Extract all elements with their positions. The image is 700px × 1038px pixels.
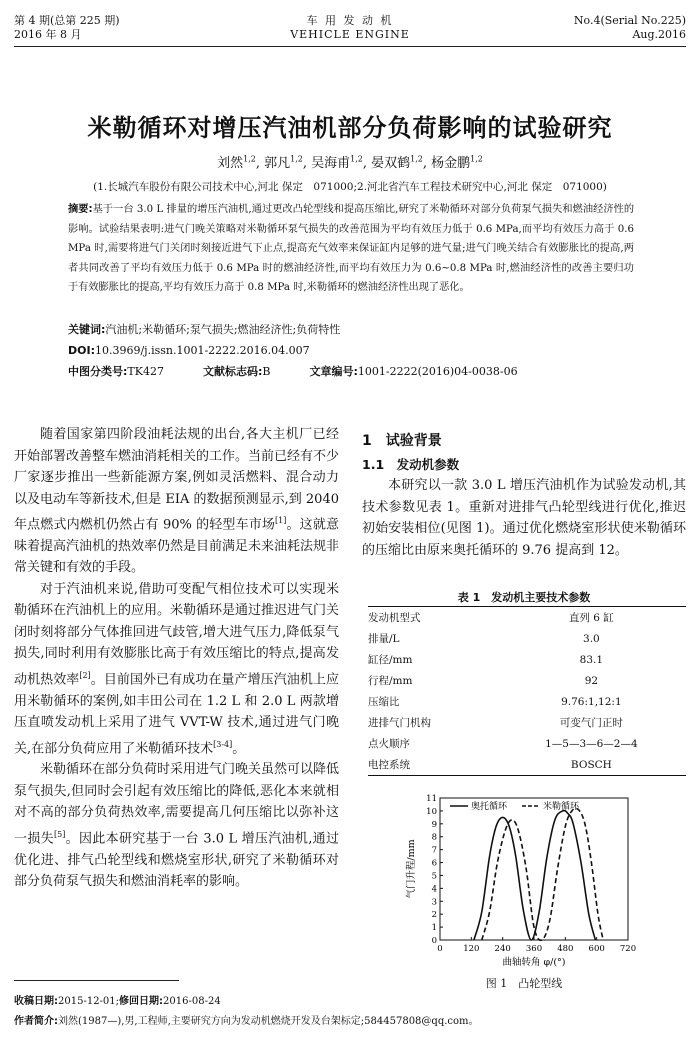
param-name: 缸径/mm [368, 654, 413, 666]
y-tick-label: 7 [431, 845, 437, 856]
journal-name-cn: 车 用 发 动 机 [306, 14, 394, 27]
intro-paragraph-1: 随着国家第四阶段油耗法规的出台,各大主机厂已经开始部署改善整车燃油消耗相关的工作。当前已经有不少厂家逐步推出一些新能源方案,例如灵活燃料、混合动力以及电动车等新技术,但是 EIA 的数据预测显示,到 2040 年点燃式内燃机仍然占有 90% 的轻型车市场[1]。这就意味着提高汽油机的热效率仍然是目前满足未来油耗法规非常关键和有效的手段。 [14, 427, 340, 576]
y-tick-label: 2 [431, 910, 437, 921]
header-rule [14, 46, 686, 47]
table-row [368, 754, 686, 775]
table-row [368, 628, 686, 649]
plot-frame [440, 798, 628, 940]
table-row [368, 691, 686, 712]
y-tick-label: 1 [431, 923, 437, 934]
param-value: 1—5—3—6—2—4 [545, 737, 638, 750]
y-tick-label: 0 [431, 936, 437, 946]
abstract-text: 基于一台 3.0 L 排量的增压汽油机,通过更改凸轮型线和提高压缩比,研究了米勒循环对部分负荷泵气损失和燃油经济性的影响。试验结果表明:进气门晚关策略对米勒循环泵气损失的改善范围为平均有效压力低于 0.6 MPa,而平均有效压力高于 0.6 MPa 时,需要将进气门关闭时刻接近进气下止点,提高充气效率来保证缸内足够的进气量;进气门晚关结合有效膨胀比的提高,两者共同改善了平均有效压力低于 0.6 MPa 时的燃油经济性,而平均有效压力为 0.6~0.8 MPa 时,燃油经济性的改善主要归功于有效膨胀比的提高,平均有效压力高于 0.8 MPa 时,米勒循环的燃油经济性出现了恶化。 [68, 204, 635, 293]
param-value: 3.0 [583, 632, 600, 645]
abstract [68, 200, 634, 298]
subsection-heading: 1.1 发动机参数 [362, 457, 460, 472]
param-value: 83.1 [579, 653, 604, 666]
abstract-label: 摘要: [68, 204, 93, 215]
series-line-miller [482, 808, 603, 940]
y-tick-label: 6 [431, 858, 437, 869]
table-row [368, 733, 686, 754]
x-axis-label: 曲轴转角 φ/(°) [502, 957, 566, 968]
legend-label: 奥托循环 [471, 802, 508, 812]
param-name: 电控系统 [368, 759, 410, 771]
paper-title: 米勒循环对增压汽油机部分负荷影响的试验研究 [87, 114, 613, 142]
param-name: 排量/L [368, 633, 400, 645]
issue-date: 2016 年 8 月 [14, 28, 82, 41]
x-tick-label: 480 [557, 944, 574, 954]
figure-caption: 图 1 凸轮型线 [485, 977, 563, 990]
y-tick-label: 5 [431, 871, 437, 882]
x-tick-label: 720 [619, 944, 637, 954]
serial-number: No.4(Serial No.225) [573, 14, 686, 27]
x-tick-label: 600 [588, 944, 605, 954]
author-list: 刘然$^{1,2}$, 郭凡$^{1,2}$, 吴海甫$^{1,2}$, 晏双鹤$^{1,2}$, 杨金鹏$^{1,2}$ [217, 154, 483, 171]
table-row [368, 607, 686, 628]
param-name: 压缩比 [368, 696, 400, 708]
x-tick-label: 0 [437, 944, 443, 954]
header-serial [574, 14, 686, 42]
param-value: 可变气门正时 [559, 717, 623, 729]
journal-name-en: VEHICLE ENGINE [290, 28, 410, 41]
table-row [368, 649, 686, 670]
param-value: 92 [584, 674, 599, 687]
param-value: 9.76:1,12:1 [561, 695, 622, 708]
intro-paragraph-3: 米勒循环在部分负荷时采用进气门晚关虽然可以降低泵气损失,但同时会引起有效压缩比的降低,恶化本来就相对不高的部分负荷热效率,需要提高几何压缩比以弥补这一损失[5]。因此本研究基于一台 3.0 L 增压汽油机,通过优化进、排气凸轮型线和燃烧室形状,研究了米勒循环对部分负荷泵气损失和燃油消耗率的影响。 [14, 762, 340, 890]
right-column-paragraph: 本研究以一款 3.0 L 增压汽油机作为试验发动机,其技术参数见表 1。重新对进排气凸轮型线进行优化,推迟初始安装相位(见图 1)。通过优化燃烧室形状使米勒循环的压缩比由原来奥托循环的 9.76 提高到 12。 [362, 478, 686, 558]
series-line-otto [474, 811, 596, 940]
left-column [14, 424, 339, 893]
y-tick-label: 4 [431, 884, 437, 895]
section-heading: 1 试验背景 [362, 433, 442, 449]
legend-label: 米勒循环 [543, 802, 580, 812]
y-tick-label: 3 [431, 897, 437, 908]
param-value: 直列 6 缸 [568, 612, 614, 624]
footnote-rule [14, 980, 179, 981]
x-tick-label: 240 [494, 944, 511, 954]
table-row [368, 712, 686, 733]
spec-table [368, 607, 686, 775]
param-name: 行程/mm [368, 675, 413, 687]
classification: 中图分类号:TK427 文献标志码:B 文章编号:1001-2222(2016)04-0038-06 [68, 365, 518, 378]
param-name: 发动机型式 [368, 612, 421, 624]
doi: DOI:10.3969/j.issn.1001-2222.2016.04.007 [68, 344, 310, 357]
table-row [368, 670, 686, 691]
param-value: BOSCH [570, 758, 612, 771]
y-axis-label: 气门升程/mm [406, 839, 417, 899]
keywords: 关键词:汽油机;米勒循环;泵气损失;燃油经济性;负荷特性 [68, 323, 341, 336]
affiliation: (1.长城汽车股份有限公司技术中心,河北 保定 071000;2.河北省汽车工程技术研究中心,河北 保定 071000) [93, 181, 607, 193]
x-tick-label: 120 [463, 944, 480, 954]
intro-paragraph-2: 对于汽油机来说,借助可变配气相位技术可以实现米勒循环在汽油机上的应用。米勒循环是通过推迟进气门关闭时刻将部分气体推回进气歧管,增大进气压力,降低泵气损失,同时利用有效膨胀比高于有效压缩比的特点,提高发动机热效率[2]。目前国外已有成功在量产增压汽油机上应用米勒循环的案例,如丰田公司在 1.2 L 和 2.0 L 两款增压直喷发动机上采用了进气 VVT-W 技术,通过进气门晚关,在部分负荷应用了米勒循环技术[3-4]。 [14, 581, 340, 756]
param-name: 进排气门机构 [368, 717, 431, 729]
x-tick-label: 360 [525, 944, 543, 954]
issue-number: 第 4 期(总第 225 期) [14, 14, 120, 27]
received-dates: 收稿日期:2015-12-01;修回日期:2016-08-24 [14, 996, 221, 1007]
author-bio: 作者简介:刘然(1987—),男,工程师,主要研究方向为发动机燃烧开发及台架标定;584457808@qq.com。 [14, 1016, 479, 1027]
spec-table-wrapper [368, 606, 686, 776]
y-tick-label: 9 [431, 819, 437, 830]
param-name: 点火顺序 [368, 738, 410, 750]
y-tick-label: 8 [431, 832, 437, 843]
cam-profile-chart [400, 790, 640, 975]
y-tick-label: 10 [426, 806, 437, 817]
y-tick-label: 11 [426, 794, 437, 804]
table-caption: 表 1 发动机主要技术参数 [457, 591, 591, 604]
serial-date: Aug.2016 [632, 28, 686, 41]
